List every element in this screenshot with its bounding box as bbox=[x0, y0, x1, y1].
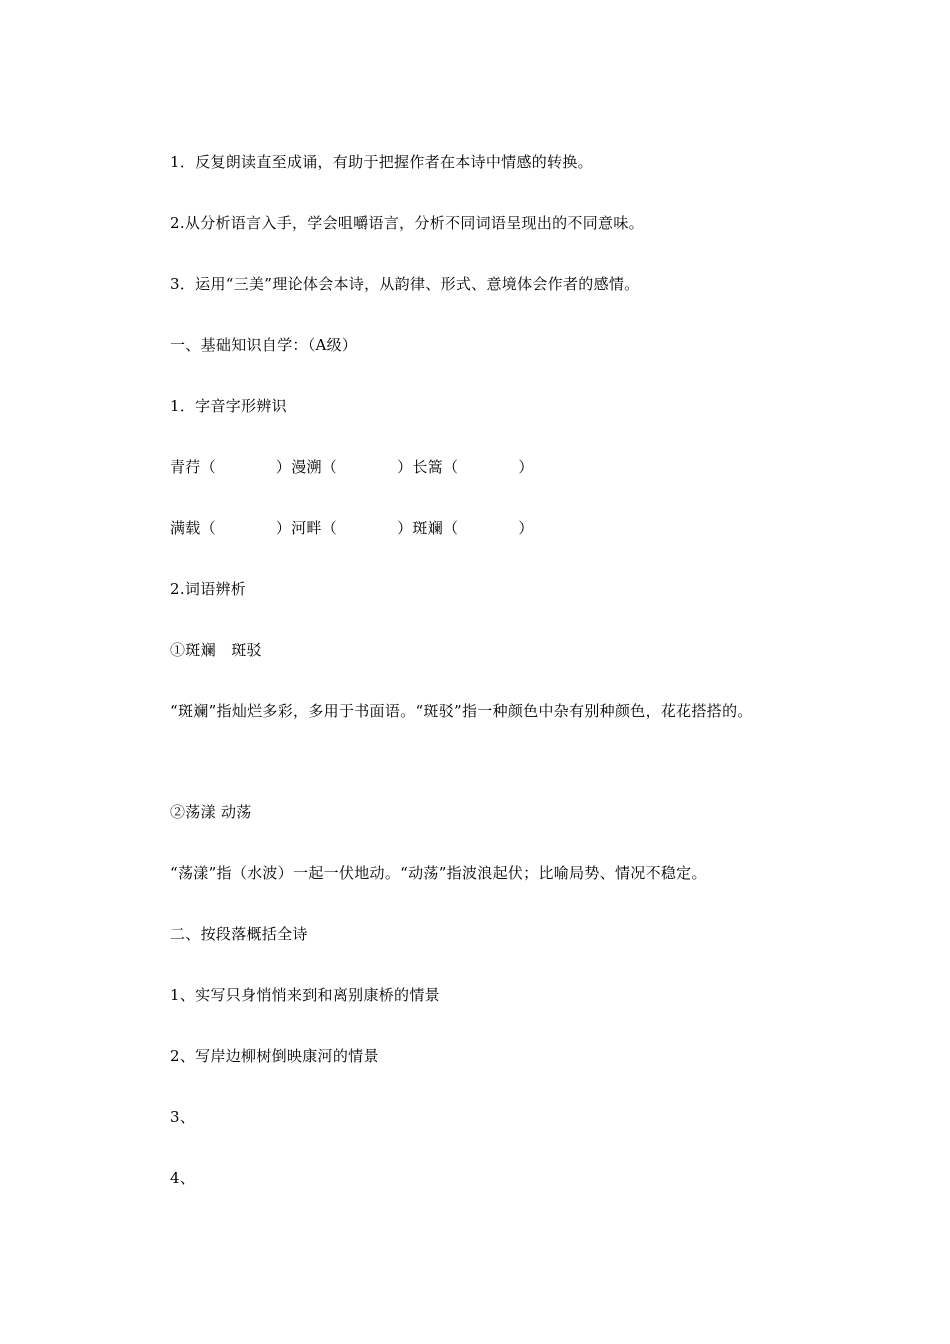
summary-item-3: 3、 bbox=[170, 1108, 196, 1126]
word-pair-1-title: ①斑斓 斑驳 bbox=[170, 641, 262, 659]
objective-3: 3．运用“三美”理论体会本诗，从韵律、形式、意境体会作者的感情。 bbox=[170, 275, 640, 293]
pronunciation-row-1 bbox=[170, 457, 534, 477]
pronunciation-row-2 bbox=[170, 518, 534, 538]
objective-1: 1．反复朗读直至成诵，有助于把握作者在本诗中情感的转换。 bbox=[170, 153, 593, 171]
word-mansu: ）漫溯（ bbox=[275, 458, 338, 476]
summary-item-2: 2、写岸边柳树倒映康河的情景 bbox=[170, 1047, 379, 1065]
row-end: ） bbox=[518, 519, 534, 537]
objective-2: 2.从分析语言入手，学会咀嚼语言，分析不同词语呈现出的不同意味。 bbox=[170, 214, 644, 232]
word-pair-2-text: “荡漾”指（水波）一起一伏地动。“动荡”指波浪起伏；比喻局势、情况不稳定。 bbox=[170, 864, 707, 882]
word-banlan: ）斑斓（ bbox=[397, 519, 459, 537]
section-1-heading: 一、基础知识自学：（A级） bbox=[170, 336, 358, 354]
word-hepan: ）河畔（ bbox=[275, 519, 338, 537]
summary-item-4: 4、 bbox=[170, 1169, 196, 1187]
word-qingxing: 青荇（ bbox=[170, 458, 216, 476]
pronunciation-title: 1．字音字形辨识 bbox=[170, 397, 287, 415]
word-pair-1-text: “斑斓”指灿烂多彩，多用于书面语。“斑驳”指一种颜色中杂有别种颜色，花花搭搭的。 bbox=[170, 702, 753, 720]
word-manzai: 满载（ bbox=[170, 519, 216, 537]
section-2-heading: 二、按段落概括全诗 bbox=[170, 925, 308, 943]
row-end: ） bbox=[518, 458, 534, 476]
word-analysis-title: 2.词语辨析 bbox=[170, 580, 247, 598]
word-pair-2-title: ②荡漾 动荡 bbox=[170, 803, 252, 821]
summary-item-1: 1、实写只身悄悄来到和离别康桥的情景 bbox=[170, 986, 440, 1004]
word-changgao: ）长篙（ bbox=[397, 458, 459, 476]
